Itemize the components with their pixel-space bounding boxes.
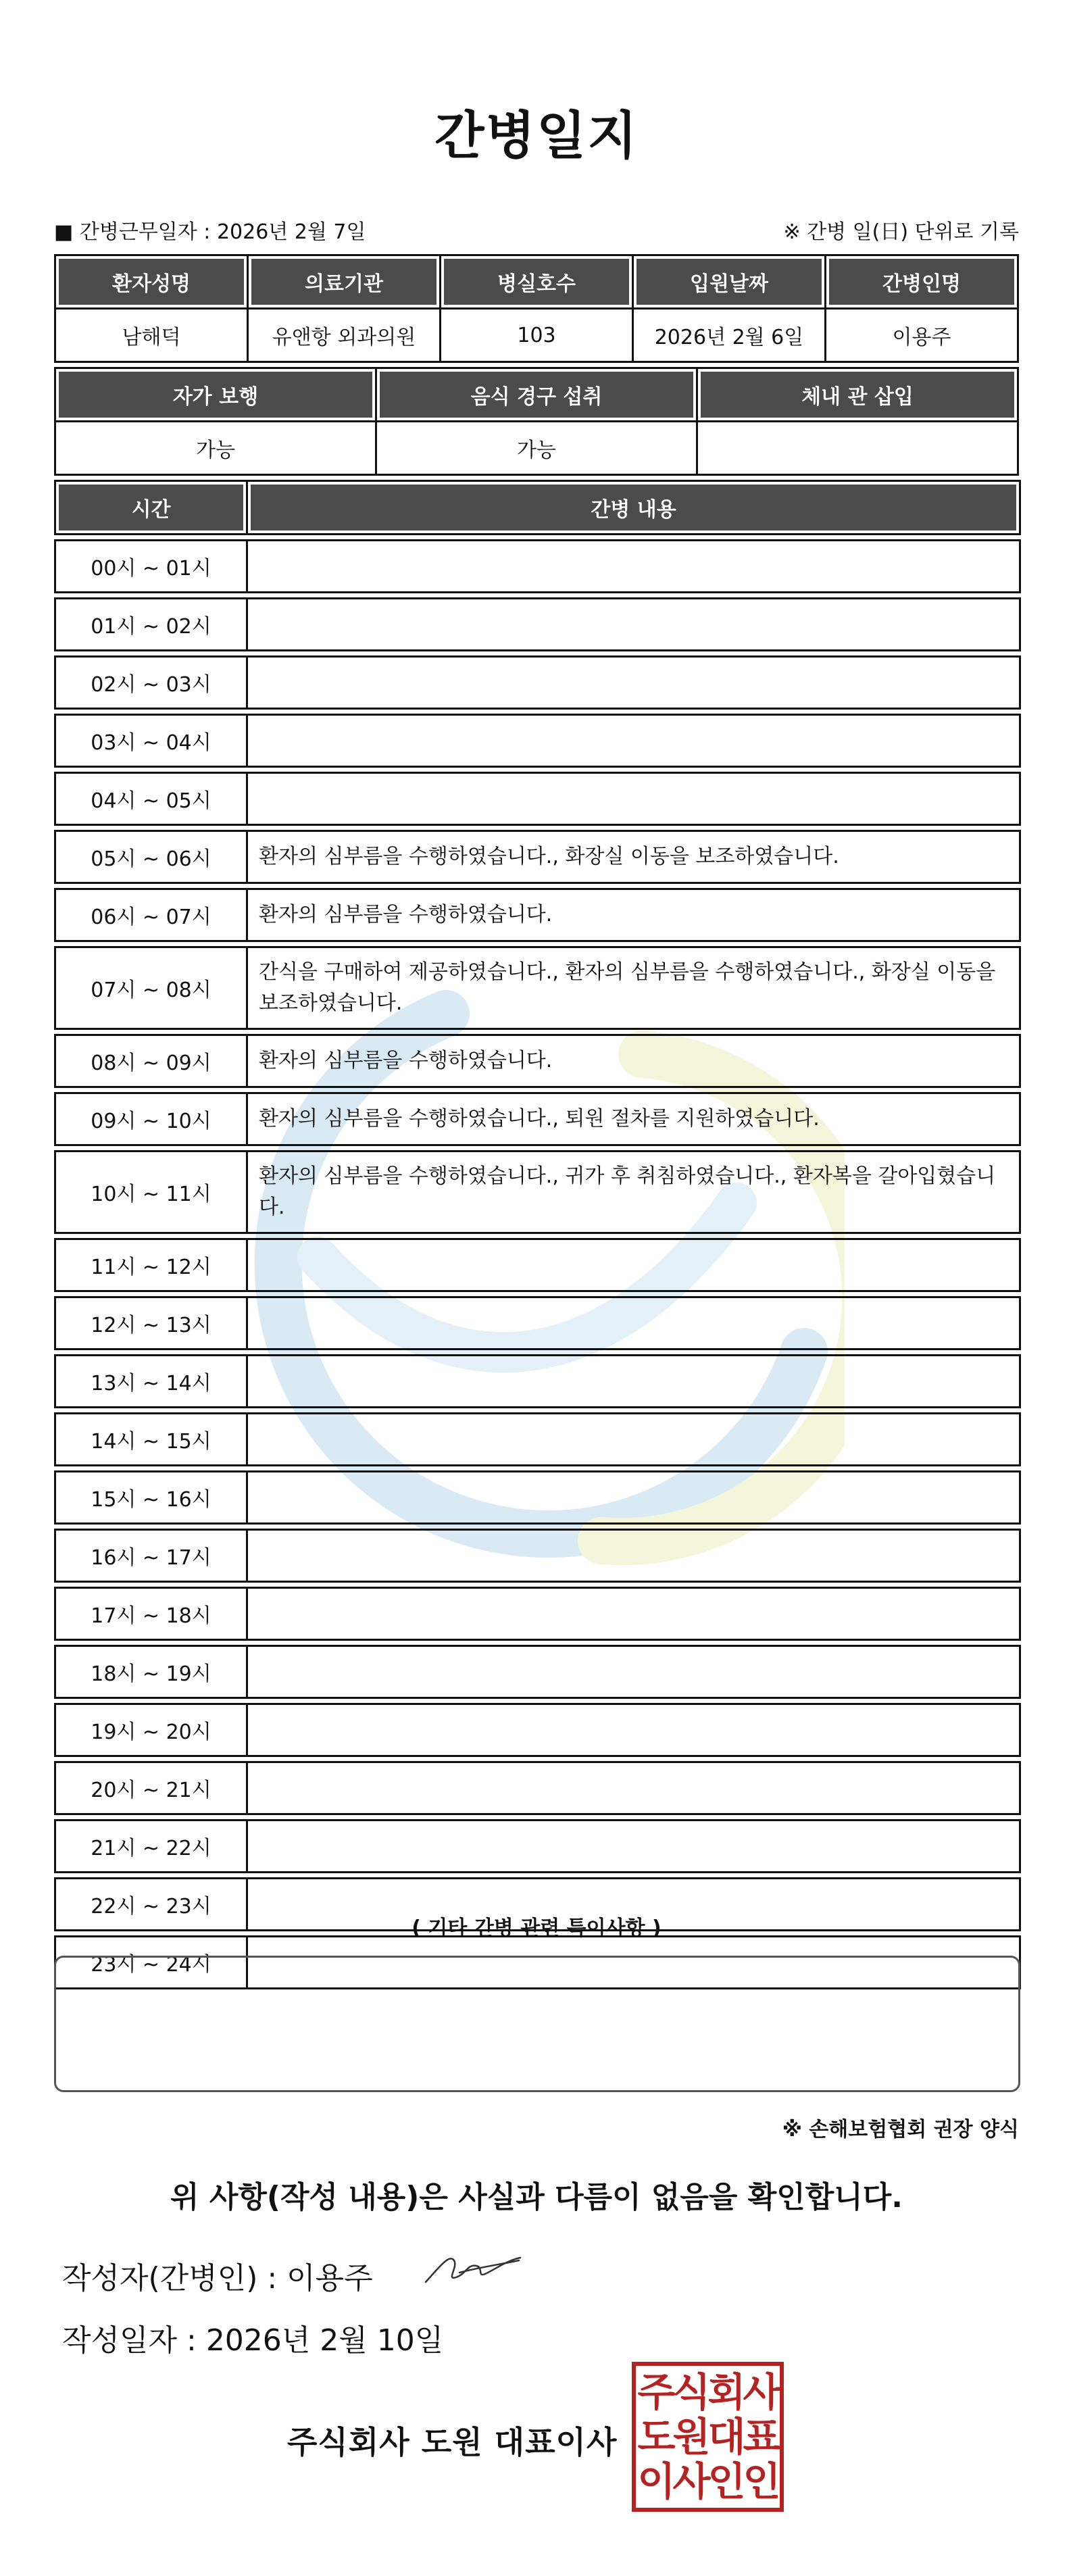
care-content: 환자의 심부름을 수행하였습니다., 화장실 이동을 보조하였습니다. — [247, 831, 1020, 883]
care-log-rows — [55, 535, 1020, 1989]
table-row — [55, 1356, 1020, 1408]
row-spacer-cell — [55, 1233, 1020, 1239]
care-content: 간식을 구매하여 제공하였습니다., 환자의 심부름을 수행하였습니다., 화장실 이동을 보조하였습니다. — [247, 947, 1020, 1029]
time-slot: 01시 ~ 02시 — [55, 599, 247, 651]
caregiver-name: 이용주 — [826, 309, 1018, 362]
time-slot: 14시 ~ 15시 — [55, 1414, 247, 1466]
table-row — [55, 1820, 1020, 1873]
table-row — [55, 1297, 1020, 1349]
admission-date: 2026년 2월 6일 — [633, 309, 826, 362]
care-content: 환자의 심부름을 수행하였습니다., 귀가 후 취침하였습니다., 환자복을 갈아입혔습니다. — [247, 1151, 1020, 1233]
table-row — [55, 1093, 1020, 1145]
table-row — [55, 1704, 1020, 1756]
table-row — [55, 541, 1020, 593]
time-slot: 05시 ~ 06시 — [55, 831, 247, 883]
table-row — [55, 773, 1020, 825]
care-content — [247, 1762, 1020, 1814]
row-spacer-cell — [55, 825, 1020, 831]
care-content — [247, 715, 1020, 767]
time-slot: 08시 ~ 09시 — [55, 1035, 247, 1087]
table-row — [55, 831, 1020, 883]
time-slot: 00시 ~ 01시 — [55, 541, 247, 593]
care-content — [247, 1297, 1020, 1349]
time-slot: 17시 ~ 18시 — [55, 1588, 247, 1640]
info-header: 의료기관 — [248, 255, 441, 309]
row-spacer-cell — [55, 1640, 1020, 1646]
row-spacer — [55, 1291, 1020, 1297]
time-slot: 09시 ~ 10시 — [55, 1093, 247, 1145]
row-spacer-cell — [55, 883, 1020, 889]
table-row — [55, 1762, 1020, 1814]
row-spacer-cell — [55, 1466, 1020, 1472]
row-spacer-cell — [55, 535, 1020, 541]
care-content — [247, 599, 1020, 651]
table-row — [55, 1239, 1020, 1291]
written-date: 작성일자 : 2026년 2월 10일 — [62, 2323, 444, 2358]
care-content — [247, 1820, 1020, 1873]
info-header: 병실호수 — [441, 255, 633, 309]
row-spacer — [55, 941, 1020, 947]
table-row — [55, 657, 1020, 709]
table-row — [55, 1472, 1020, 1524]
time-slot: 04시 ~ 05시 — [55, 773, 247, 825]
company-signer: 주식회사 도원 대표이사 — [287, 2424, 618, 2460]
confirm-statement: 위 사항(작성 내용)은 사실과 다름이 없음을 확인합니다. — [170, 2180, 903, 2214]
time-slot: 13시 ~ 14시 — [55, 1356, 247, 1408]
company-seal-stamp — [632, 2362, 784, 2512]
row-spacer-cell — [55, 1349, 1020, 1356]
log-header-content: 간병 내용 — [247, 481, 1020, 535]
patient-info-table — [54, 254, 1019, 363]
time-slot: 11시 ~ 12시 — [55, 1239, 247, 1291]
care-content — [247, 1414, 1020, 1466]
time-slot: 06시 ~ 07시 — [55, 889, 247, 941]
table-row — [55, 1588, 1020, 1640]
care-content: 환자의 심부름을 수행하였습니다. — [247, 1035, 1020, 1087]
care-content — [247, 541, 1020, 593]
row-spacer-cell — [55, 1698, 1020, 1704]
special-notes-box — [54, 1956, 1020, 2092]
info-header: 간병인명 — [826, 255, 1018, 309]
row-spacer-cell — [55, 1145, 1020, 1151]
care-log-table — [54, 480, 1021, 1989]
row-spacer — [55, 1582, 1020, 1588]
care-content — [247, 1588, 1020, 1640]
status-header: 체내 관 삽입 — [697, 368, 1018, 422]
row-spacer-cell — [55, 1087, 1020, 1093]
row-spacer — [55, 651, 1020, 657]
writer-line: 작성자(간병인) : 이용주 — [62, 2261, 373, 2296]
signature-image — [419, 2240, 527, 2294]
seal-line: 주식회사 — [637, 2369, 778, 2415]
self-walking-value: 가능 — [55, 422, 376, 475]
status-header: 음식 경구 섭취 — [376, 368, 697, 422]
table-row — [55, 1646, 1020, 1698]
time-slot: 21시 ~ 22시 — [55, 1820, 247, 1873]
hospital-name: 유앤항 외과의원 — [248, 309, 441, 362]
row-spacer — [55, 1466, 1020, 1472]
care-content — [247, 1646, 1020, 1698]
seal-line: 도원대표 — [637, 2414, 778, 2460]
row-spacer-cell — [55, 1756, 1020, 1762]
time-slot: 18시 ~ 19시 — [55, 1646, 247, 1698]
recommend-note: ※ 손해보험협회 권장 양식 — [782, 2118, 1019, 2141]
time-slot: 19시 ~ 20시 — [55, 1704, 247, 1756]
log-header-time: 시간 — [55, 481, 247, 535]
row-spacer — [55, 1524, 1020, 1530]
table-row — [55, 715, 1020, 767]
time-slot: 22시 ~ 23시 — [55, 1879, 247, 1931]
care-content — [247, 1239, 1020, 1291]
care-content — [247, 1356, 1020, 1408]
row-spacer-cell — [55, 709, 1020, 715]
time-slot: 23시 ~ 24시 — [55, 1937, 247, 1989]
work-date: ■ 간병근무일자 : 2026년 2월 7일 — [54, 220, 366, 244]
row-spacer-cell — [55, 1291, 1020, 1297]
row-spacer-cell — [55, 1524, 1020, 1530]
room-number: 103 — [441, 309, 633, 362]
time-slot: 15시 ~ 16시 — [55, 1472, 247, 1524]
row-spacer — [55, 709, 1020, 715]
care-content — [247, 773, 1020, 825]
row-spacer — [55, 767, 1020, 773]
row-spacer — [55, 1233, 1020, 1239]
time-slot: 07시 ~ 08시 — [55, 947, 247, 1029]
row-spacer — [55, 1408, 1020, 1414]
row-spacer-cell — [55, 1814, 1020, 1820]
row-spacer — [55, 1349, 1020, 1356]
status-header: 자가 보행 — [55, 368, 376, 422]
row-spacer-cell — [55, 1029, 1020, 1035]
patient-status-table — [54, 367, 1019, 476]
time-slot: 20시 ~ 21시 — [55, 1762, 247, 1814]
time-slot: 03시 ~ 04시 — [55, 715, 247, 767]
time-slot: 12시 ~ 13시 — [55, 1297, 247, 1349]
table-row — [55, 947, 1020, 1029]
row-spacer — [55, 1640, 1020, 1646]
table-row — [55, 1151, 1020, 1233]
row-spacer — [55, 535, 1020, 541]
row-spacer-cell — [55, 1408, 1020, 1414]
row-spacer — [55, 1873, 1020, 1879]
unit-note: ※ 간병 일(日) 단위로 기록 — [783, 220, 1019, 244]
row-spacer — [55, 883, 1020, 889]
time-slot: 02시 ~ 03시 — [55, 657, 247, 709]
row-spacer-cell — [55, 593, 1020, 599]
row-spacer — [55, 1087, 1020, 1093]
oral-intake-value: 가능 — [376, 422, 697, 475]
table-row — [55, 599, 1020, 651]
row-spacer — [55, 1814, 1020, 1820]
care-content: 환자의 심부름을 수행하였습니다. — [247, 889, 1020, 941]
row-spacer — [55, 1145, 1020, 1151]
page-title: 간병일지 — [434, 105, 639, 166]
care-content: 환자의 심부름을 수행하였습니다., 퇴원 절차를 지원하였습니다. — [247, 1093, 1020, 1145]
table-row — [55, 1530, 1020, 1582]
patient-name: 남해덕 — [55, 309, 248, 362]
table-row — [55, 1035, 1020, 1087]
row-spacer — [55, 1029, 1020, 1035]
row-spacer-cell — [55, 1873, 1020, 1879]
care-content — [247, 1530, 1020, 1582]
table-row — [55, 1414, 1020, 1466]
care-content — [247, 1472, 1020, 1524]
care-content — [247, 657, 1020, 709]
table-row — [55, 889, 1020, 941]
row-spacer — [55, 1698, 1020, 1704]
row-spacer-cell — [55, 651, 1020, 657]
seal-line: 이사인인 — [637, 2458, 778, 2504]
info-header: 환자성명 — [55, 255, 248, 309]
time-slot: 16시 ~ 17시 — [55, 1530, 247, 1582]
notes-title: ( 기타 간병 관련 특이사항 ) — [411, 1916, 662, 1940]
row-spacer — [55, 593, 1020, 599]
info-header: 입원날짜 — [633, 255, 826, 309]
time-slot: 10시 ~ 11시 — [55, 1151, 247, 1233]
row-spacer-cell — [55, 1582, 1020, 1588]
care-content — [247, 1704, 1020, 1756]
row-spacer-cell — [55, 767, 1020, 773]
row-spacer — [55, 1756, 1020, 1762]
row-spacer-cell — [55, 941, 1020, 947]
tube-insertion-value — [697, 422, 1018, 475]
row-spacer — [55, 825, 1020, 831]
